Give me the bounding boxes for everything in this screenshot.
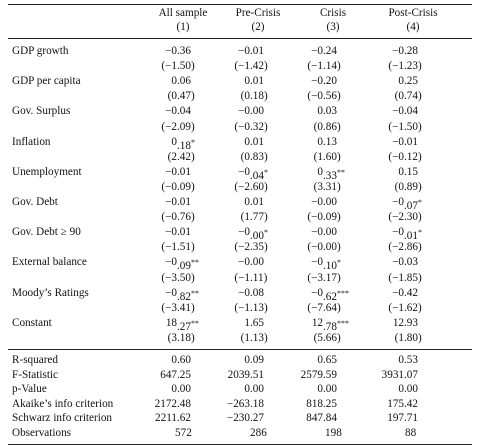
stat-value-int: 0 — [398, 383, 404, 396]
t-statistic-int: (0 — [313, 120, 323, 133]
stat-value-int: 2172 — [154, 397, 177, 410]
coef-value-int: 0 — [317, 165, 323, 178]
t-statistic-int: (3 — [313, 180, 323, 193]
coef-value-int: −0 — [392, 135, 404, 148]
stat-label: R-squared — [12, 354, 58, 366]
coef-value-int: −0 — [392, 196, 404, 208]
t-statistic-int: (−0 — [307, 241, 323, 254]
stat-value-frac: .42 — [404, 397, 418, 410]
stat-value-frac: .60 — [177, 354, 191, 366]
coef-value-frac: .01 — [250, 196, 264, 208]
stat-value-int: 0 — [244, 354, 250, 366]
coef-value-int: 0 — [244, 196, 250, 208]
coef-value-frac: .01 — [177, 165, 191, 178]
stat-value-frac: .00 — [323, 383, 337, 396]
coef-value-frac: .00 — [250, 105, 264, 118]
t-statistic-frac: .76) — [177, 211, 195, 224]
rule-stats — [8, 349, 472, 350]
stat-value-frac: .84 — [323, 412, 337, 425]
t-statistic-int: (−1 — [307, 60, 323, 73]
t-statistic-frac: .13) — [250, 331, 268, 344]
t-statistic-frac: .42) — [177, 150, 195, 163]
coef-value-int: −0 — [392, 286, 404, 299]
stat-row — [8, 426, 472, 441]
t-statistic-frac: .09) — [323, 211, 341, 224]
t-statistic-frac: .85) — [404, 271, 422, 284]
t-statistic-frac: .66) — [323, 331, 341, 344]
t-statistic-int: (0 — [240, 150, 250, 163]
tstat-row — [8, 271, 472, 286]
column-number-4: (4) — [406, 21, 420, 33]
coef-value-stars: ** — [190, 258, 199, 268]
coef-value-int: 12 — [392, 316, 404, 329]
coef-value-int: −0 — [165, 226, 177, 239]
stat-row — [8, 411, 472, 426]
coef-value-frac: .93 — [404, 316, 418, 329]
variable-label: Gov. Debt ≥ 90 — [12, 226, 81, 239]
coef-value-frac: .20 — [323, 75, 337, 88]
coef-value-int: −0 — [238, 286, 250, 299]
coef-value-frac: .25 — [404, 75, 418, 88]
stat-value-int: 847 — [306, 412, 323, 425]
column-header-1: All sample — [158, 7, 208, 19]
rule-bottom — [8, 444, 472, 445]
coef-value-int: −0 — [165, 196, 177, 208]
stat-value-int: −263 — [226, 397, 250, 410]
coef-value-frac: .09** — [177, 258, 199, 273]
coef-value-frac: .78*** — [323, 318, 349, 333]
stat-value-frac: .27 — [250, 412, 264, 425]
coef-value-int: 0 — [398, 165, 404, 178]
coef-value-stars: * — [336, 258, 341, 268]
coef-row — [8, 44, 472, 59]
t-statistic-int: (−2 — [388, 241, 404, 254]
coef-value-int: −0 — [311, 45, 323, 57]
coef-value-int: 0 — [317, 105, 323, 118]
tstat-row — [8, 180, 472, 195]
stat-value-int: 2211 — [155, 412, 177, 425]
t-statistic-frac: .64) — [323, 301, 341, 314]
t-statistic-int: (−1 — [388, 120, 404, 133]
coef-value-frac: .01 — [250, 135, 264, 148]
t-statistic-int: (1 — [240, 331, 250, 344]
stat-value-frac: .71 — [404, 412, 418, 425]
t-statistic-frac: .14) — [323, 60, 341, 73]
coef-value-frac: .15 — [404, 165, 418, 178]
t-statistic-int: (−1 — [234, 60, 250, 73]
coef-value-int: −0 — [311, 226, 323, 239]
coef-value-frac: .24 — [323, 45, 337, 57]
coef-value-frac: .01 — [404, 135, 418, 148]
t-statistic-int: (1 — [394, 331, 404, 344]
coef-value-frac: .06 — [177, 75, 191, 88]
t-statistic-int: (1 — [240, 211, 250, 224]
coef-row — [8, 135, 472, 150]
coef-value-int: 0 — [244, 135, 250, 148]
stat-row — [8, 368, 472, 383]
coef-row — [8, 104, 472, 119]
coef-row — [8, 195, 472, 210]
t-statistic-frac: .09) — [177, 180, 195, 193]
t-statistic-int: (−0 — [307, 90, 323, 103]
t-statistic-int: (−3 — [161, 271, 177, 284]
t-statistic-int: (−0 — [307, 211, 323, 224]
coef-value-frac: .03 — [404, 256, 418, 269]
stat-value-int: 2579 — [300, 368, 323, 381]
coef-value-stars: * — [417, 228, 422, 238]
variable-label: Unemployment — [12, 165, 82, 178]
t-statistic-frac: .51) — [177, 241, 195, 254]
t-statistic-int: (5 — [313, 331, 323, 344]
coef-value-frac: .65 — [250, 316, 264, 329]
coef-value-frac: .13 — [323, 135, 337, 148]
stat-value-int: 2039 — [227, 368, 250, 381]
stat-value-int: 818 — [306, 397, 323, 410]
t-statistic-frac: .89) — [404, 180, 422, 193]
stat-value-int: 0 — [317, 383, 323, 396]
t-statistic-frac: .56) — [323, 90, 341, 103]
coef-value-int: 0 — [244, 75, 250, 88]
coef-value-int: 0 — [171, 75, 177, 88]
t-statistic-frac: .31) — [323, 180, 341, 193]
coef-value-stars: *** — [336, 318, 349, 328]
coef-value-frac: .01 — [177, 226, 191, 239]
t-statistic-frac: .77) — [250, 211, 268, 224]
coef-value-frac: .00 — [323, 226, 337, 239]
stat-value-int: 197 — [387, 412, 404, 425]
coef-value-int: −0 — [392, 226, 404, 239]
stat-value-frac: .00 — [250, 383, 264, 396]
stat-value-int: 0 — [398, 354, 404, 366]
t-statistic-frac: .09) — [177, 120, 195, 133]
t-statistic-int: (−1 — [234, 301, 250, 314]
coef-row — [8, 255, 472, 273]
header-names-row — [8, 6, 472, 21]
stat-value-int: 0 — [317, 354, 323, 366]
t-statistic-frac: .50) — [404, 120, 422, 133]
t-statistic-frac: .00) — [323, 241, 341, 254]
t-statistic-int: (0 — [394, 180, 404, 193]
stat-value-int: −230 — [226, 412, 250, 425]
coef-value-frac: .18* — [177, 137, 195, 152]
t-statistic-frac: .42) — [250, 60, 268, 73]
t-statistic-frac: .30) — [404, 211, 422, 224]
stat-value-frac: .62 — [177, 412, 191, 425]
stat-row — [8, 353, 472, 368]
t-statistic-frac: .32) — [250, 120, 268, 133]
stat-value-frac: .18 — [250, 397, 264, 410]
t-statistic-frac: .47) — [177, 90, 195, 103]
stat-value-int: 0 — [244, 383, 250, 396]
stat-value-frac: .00 — [177, 383, 191, 396]
coef-value-frac: .42 — [404, 286, 418, 299]
coef-value-int: −0 — [165, 45, 177, 57]
t-statistic-int: (0 — [240, 90, 250, 103]
variable-label: Gov. Surplus — [12, 105, 71, 118]
column-number-3: (3) — [326, 21, 340, 33]
coef-value-frac: .04 — [177, 105, 191, 118]
tstat-row — [8, 89, 472, 104]
variable-label: GDP per capita — [12, 75, 81, 88]
t-statistic-int: (−3 — [307, 271, 323, 284]
t-statistic-int: (1 — [313, 150, 323, 163]
stat-value-frac: .65 — [323, 354, 337, 366]
t-statistic-frac: .60) — [323, 150, 341, 163]
stat-value: 198 — [325, 427, 342, 439]
t-statistic-int: (−1 — [161, 241, 177, 254]
t-statistic-frac: .17) — [323, 271, 341, 284]
stat-label: F-Statistic — [12, 368, 58, 381]
coef-value-frac: .82** — [177, 288, 199, 303]
coef-value-int: −0 — [238, 105, 250, 118]
coef-value-stars: ** — [336, 167, 345, 177]
column-header-4: Post-Crisis — [388, 7, 438, 19]
coef-value-frac: .01 — [250, 75, 264, 88]
stat-value-frac: .09 — [250, 354, 264, 366]
stat-value-int: 0 — [171, 354, 177, 366]
t-statistic-int: (−1 — [161, 60, 177, 73]
coef-value-frac: .28 — [404, 45, 418, 57]
stat-value-int: 175 — [387, 397, 404, 410]
t-statistic-int: (−1 — [388, 271, 404, 284]
coef-value-frac: .03 — [323, 105, 337, 118]
coef-value-int: 18 — [165, 316, 177, 329]
coef-value-int: −0 — [392, 256, 404, 269]
coef-value-frac: .33** — [323, 167, 345, 182]
t-statistic-int: (−0 — [388, 150, 404, 163]
coef-value-frac: .36 — [177, 45, 191, 57]
coef-value-int: −0 — [165, 256, 177, 269]
coef-value-stars: ** — [190, 288, 199, 298]
rule-header — [8, 38, 472, 39]
t-statistic-frac: .50) — [177, 60, 195, 73]
tstat-row — [8, 240, 472, 255]
tstat-row — [8, 150, 472, 165]
t-statistic-int: (−0 — [161, 180, 177, 193]
t-statistic-frac: .60) — [250, 180, 268, 193]
coef-value-frac: .01 — [250, 45, 264, 57]
t-statistic-int: (0 — [394, 90, 404, 103]
coef-value-frac: .10* — [323, 258, 341, 273]
coef-value-int: 12 — [311, 316, 323, 329]
variable-label: External balance — [12, 256, 87, 269]
variable-label: Constant — [12, 316, 52, 329]
column-number-1: (1) — [176, 21, 190, 33]
stat-value-int: 647 — [160, 368, 177, 381]
coef-value-int: −0 — [311, 75, 323, 88]
coef-value-frac: .08 — [250, 286, 264, 299]
stat-value-frac: .51 — [250, 368, 264, 381]
t-statistic-int: (−2 — [234, 241, 250, 254]
t-statistic-int: (−1 — [388, 60, 404, 73]
coef-value-int: −0 — [311, 286, 323, 299]
t-statistic-frac: .62) — [404, 301, 422, 314]
stat-value: 572 — [175, 427, 192, 439]
coef-row — [8, 316, 472, 331]
header-numbers-row — [8, 20, 472, 35]
column-header-2: Pre-Crisis — [235, 7, 281, 19]
stat-value-frac: .59 — [323, 368, 337, 381]
coef-value-frac: .27** — [177, 318, 199, 333]
stat-value-frac: .25 — [177, 368, 191, 381]
t-statistic-frac: .11) — [250, 271, 268, 284]
coef-value-int: 0 — [317, 135, 323, 148]
variable-label: Inflation — [12, 135, 51, 148]
t-statistic-frac: .50) — [177, 271, 195, 284]
coef-value-stars: * — [190, 137, 195, 147]
variable-label: Gov. Debt — [12, 196, 58, 208]
t-statistic-frac: .23) — [404, 60, 422, 73]
coef-value-int: −0 — [238, 256, 250, 269]
coef-value-stars: * — [263, 228, 268, 238]
coef-value-stars: * — [417, 198, 422, 207]
coef-value-frac: .07* — [404, 198, 422, 212]
coef-row — [8, 74, 472, 89]
tstat-row — [8, 210, 472, 225]
stat-row — [8, 382, 472, 397]
coef-value-frac: .00 — [250, 256, 264, 269]
coef-value-stars: *** — [336, 288, 349, 298]
stat-label: Observations — [12, 427, 72, 439]
stat-label: Akaike’s info criterion — [12, 397, 114, 410]
stat-value-frac: .53 — [404, 354, 418, 366]
stat-label: p-Value — [12, 383, 47, 396]
t-statistic-int: (−1 — [388, 301, 404, 314]
t-statistic-frac: .35) — [250, 241, 268, 254]
tstat-row — [8, 331, 472, 346]
t-statistic-int: (3 — [167, 331, 177, 344]
coef-value-int: 1 — [244, 316, 250, 329]
t-statistic-frac: .86) — [404, 241, 422, 254]
coef-value-int: −0 — [238, 45, 250, 57]
t-statistic-frac: .80) — [404, 331, 422, 344]
t-statistic-frac: .13) — [250, 301, 268, 314]
coef-value-frac: .01 — [177, 196, 191, 208]
coef-value-frac: .62*** — [323, 288, 349, 303]
coef-row — [8, 165, 472, 180]
t-statistic-int: (0 — [167, 90, 177, 103]
t-statistic-int: (−2 — [161, 120, 177, 133]
coef-value-int: −0 — [165, 165, 177, 178]
stat-value: 286 — [250, 427, 267, 439]
stat-value: 88 — [405, 427, 417, 439]
coef-value-int: −0 — [165, 105, 177, 118]
coef-value-int: 0 — [398, 75, 404, 88]
coef-value-int: −0 — [311, 256, 323, 269]
coef-value-int: −0 — [392, 105, 404, 118]
t-statistic-int: (−0 — [161, 211, 177, 224]
coef-value-int: −0 — [238, 226, 250, 239]
t-statistic-int: (2 — [167, 150, 177, 163]
t-statistic-int: (−7 — [307, 301, 323, 314]
t-statistic-int: (−3 — [161, 301, 177, 314]
t-statistic-frac: .41) — [177, 301, 195, 314]
stat-row — [8, 397, 472, 412]
stat-value-frac: .07 — [404, 368, 418, 381]
stat-value-int: 0 — [171, 383, 177, 396]
tstat-row — [8, 59, 472, 74]
stat-value-int: 3931 — [381, 368, 404, 381]
t-statistic-int: (−0 — [234, 120, 250, 133]
t-statistic-frac: .74) — [404, 90, 422, 103]
coef-value-int: −0 — [311, 196, 323, 208]
column-header-3: Crisis — [319, 7, 347, 19]
stat-value-frac: .00 — [404, 383, 418, 396]
coef-value-int: −0 — [165, 286, 177, 299]
tstat-row — [8, 120, 472, 135]
t-statistic-frac: .18) — [250, 90, 268, 103]
coef-value-frac: .04* — [250, 167, 268, 182]
stat-label: Schwarz info criterion — [12, 412, 113, 425]
coef-value-frac: .04 — [404, 105, 418, 118]
stat-value-frac: .48 — [177, 397, 191, 410]
t-statistic-frac: .83) — [250, 150, 268, 163]
coef-value-stars: * — [263, 167, 268, 177]
variable-label: Moody’s Ratings — [12, 286, 89, 299]
coef-row — [8, 225, 472, 243]
t-statistic-int: (−2 — [234, 180, 250, 193]
coef-value-int: −0 — [238, 165, 250, 178]
stat-value-frac: .25 — [323, 397, 337, 410]
variable-label: GDP growth — [12, 45, 69, 57]
coef-value-frac: .00 — [323, 196, 337, 208]
t-statistic-int: (−1 — [234, 271, 250, 284]
t-statistic-frac: .18) — [177, 331, 195, 344]
t-statistic-frac: .12) — [404, 150, 422, 163]
coef-value-frac: .00* — [250, 228, 268, 243]
t-statistic-int: (−2 — [388, 211, 404, 224]
column-number-2: (2) — [251, 21, 265, 33]
coef-value-stars: ** — [190, 318, 199, 328]
tstat-row — [8, 301, 472, 316]
rule-top-outer — [8, 4, 472, 5]
coef-value-int: 0 — [171, 135, 177, 148]
coef-value-int: −0 — [392, 45, 404, 57]
t-statistic-frac: .86) — [323, 120, 341, 133]
coef-value-frac: .01* — [404, 228, 422, 243]
coef-row — [8, 286, 472, 301]
